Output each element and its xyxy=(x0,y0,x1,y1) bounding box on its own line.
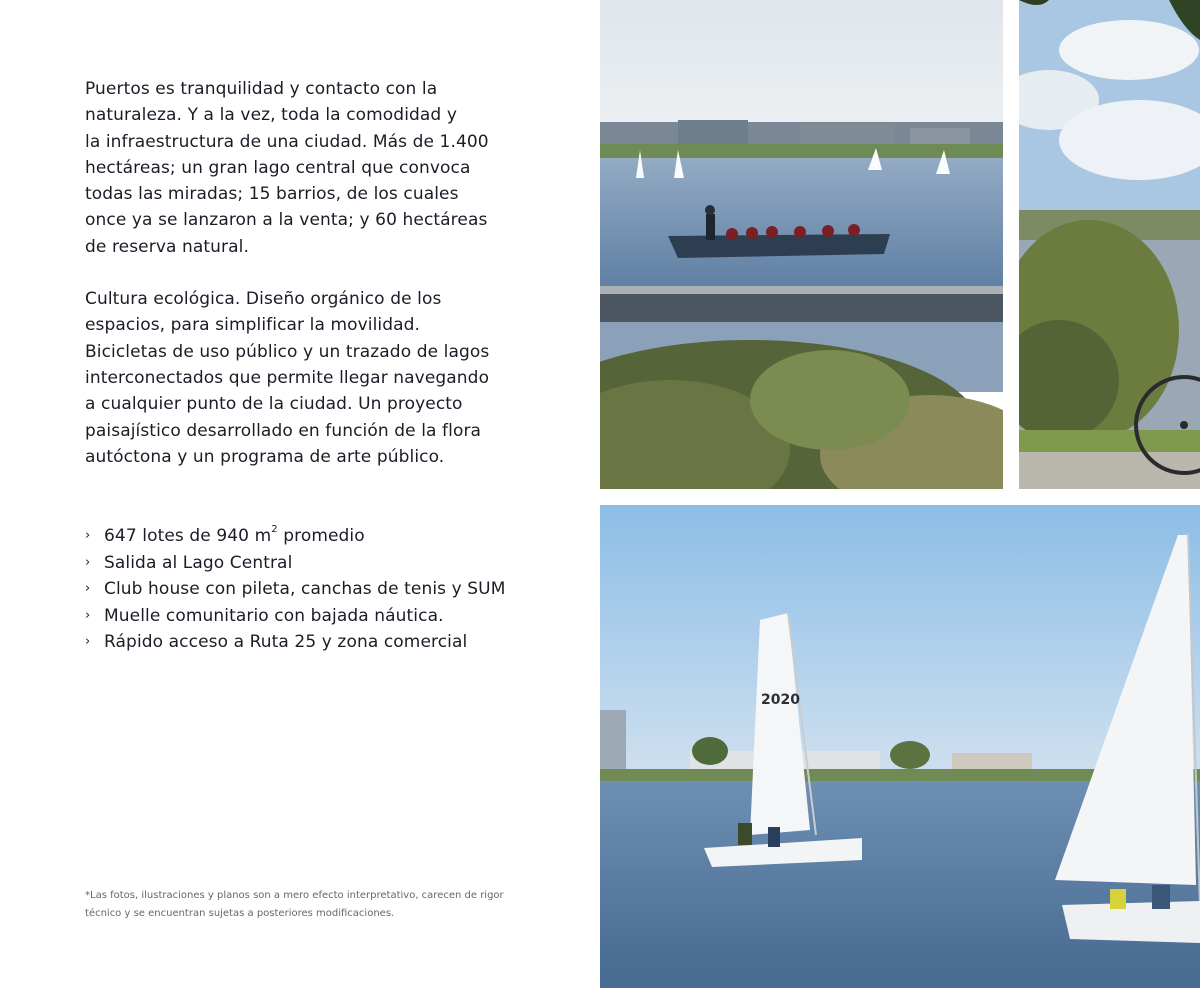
feature-text: Salida al Lago Central xyxy=(104,552,293,573)
bicycle-illustration xyxy=(1019,0,1200,489)
feature-item xyxy=(85,603,565,630)
intro-paragraph-2: Cultura ecológica. Diseño orgánico de los espacios, para simplificar la movilidad. Bicicletas de uso público y un trazado de lagos interconectados que permite llegar navegando a cualquier punto de la ciudad. Un proyecto paisajístico desarrollado en función de la flora autóctona y un programa de arte público. xyxy=(85,289,490,467)
sail-number: 2020 xyxy=(761,692,800,708)
chevron-right-icon: › xyxy=(85,634,91,649)
chevron-right-icon: › xyxy=(85,554,91,570)
sailing-illustration xyxy=(600,505,1200,988)
feature-text: Muelle comunitario con bajada náutica. xyxy=(104,605,444,626)
feature-text: Club house con pileta, canchas de tenis y SUM xyxy=(104,579,506,599)
disclaimer-note: *Las fotos, ilustraciones y planos son a mero efecto interpretativo, carecen de rigor técnico y se encuentran sujetas a posteriores modificaciones. xyxy=(85,890,504,919)
features-list xyxy=(85,523,565,656)
feature-item xyxy=(85,629,565,656)
feature-item xyxy=(85,550,565,577)
chevron-right-icon: › xyxy=(85,607,91,623)
feature-item xyxy=(85,576,565,603)
rowing-illustration xyxy=(600,0,1003,489)
intro-paragraph-1: Puertos es tranquilidad y contacto con la naturaleza. Y a la vez, toda la comodidad y la infraestructura de una ciudad. Más de 1.400 hectáreas; un gran lago central que convoca todas las miradas; 15 barrios, de los cuales once ya se lanzaron a la venta; y 60 hectáreas de reserva natural. xyxy=(85,79,489,257)
superscript: 2 xyxy=(271,524,278,536)
photo-bicycle xyxy=(1019,0,1200,489)
chevron-right-icon: › xyxy=(85,528,91,543)
photo-lake-rowing xyxy=(600,0,1003,489)
feature-text: Rápido acceso a Ruta 25 y zona comercial xyxy=(104,632,468,652)
feature-item xyxy=(85,523,565,550)
intro-text xyxy=(85,76,555,470)
chevron-right-icon: › xyxy=(85,581,91,596)
photo-sailing xyxy=(600,505,1200,988)
feature-text: 647 lotes de 940 $m^2$ promedio xyxy=(104,524,365,546)
